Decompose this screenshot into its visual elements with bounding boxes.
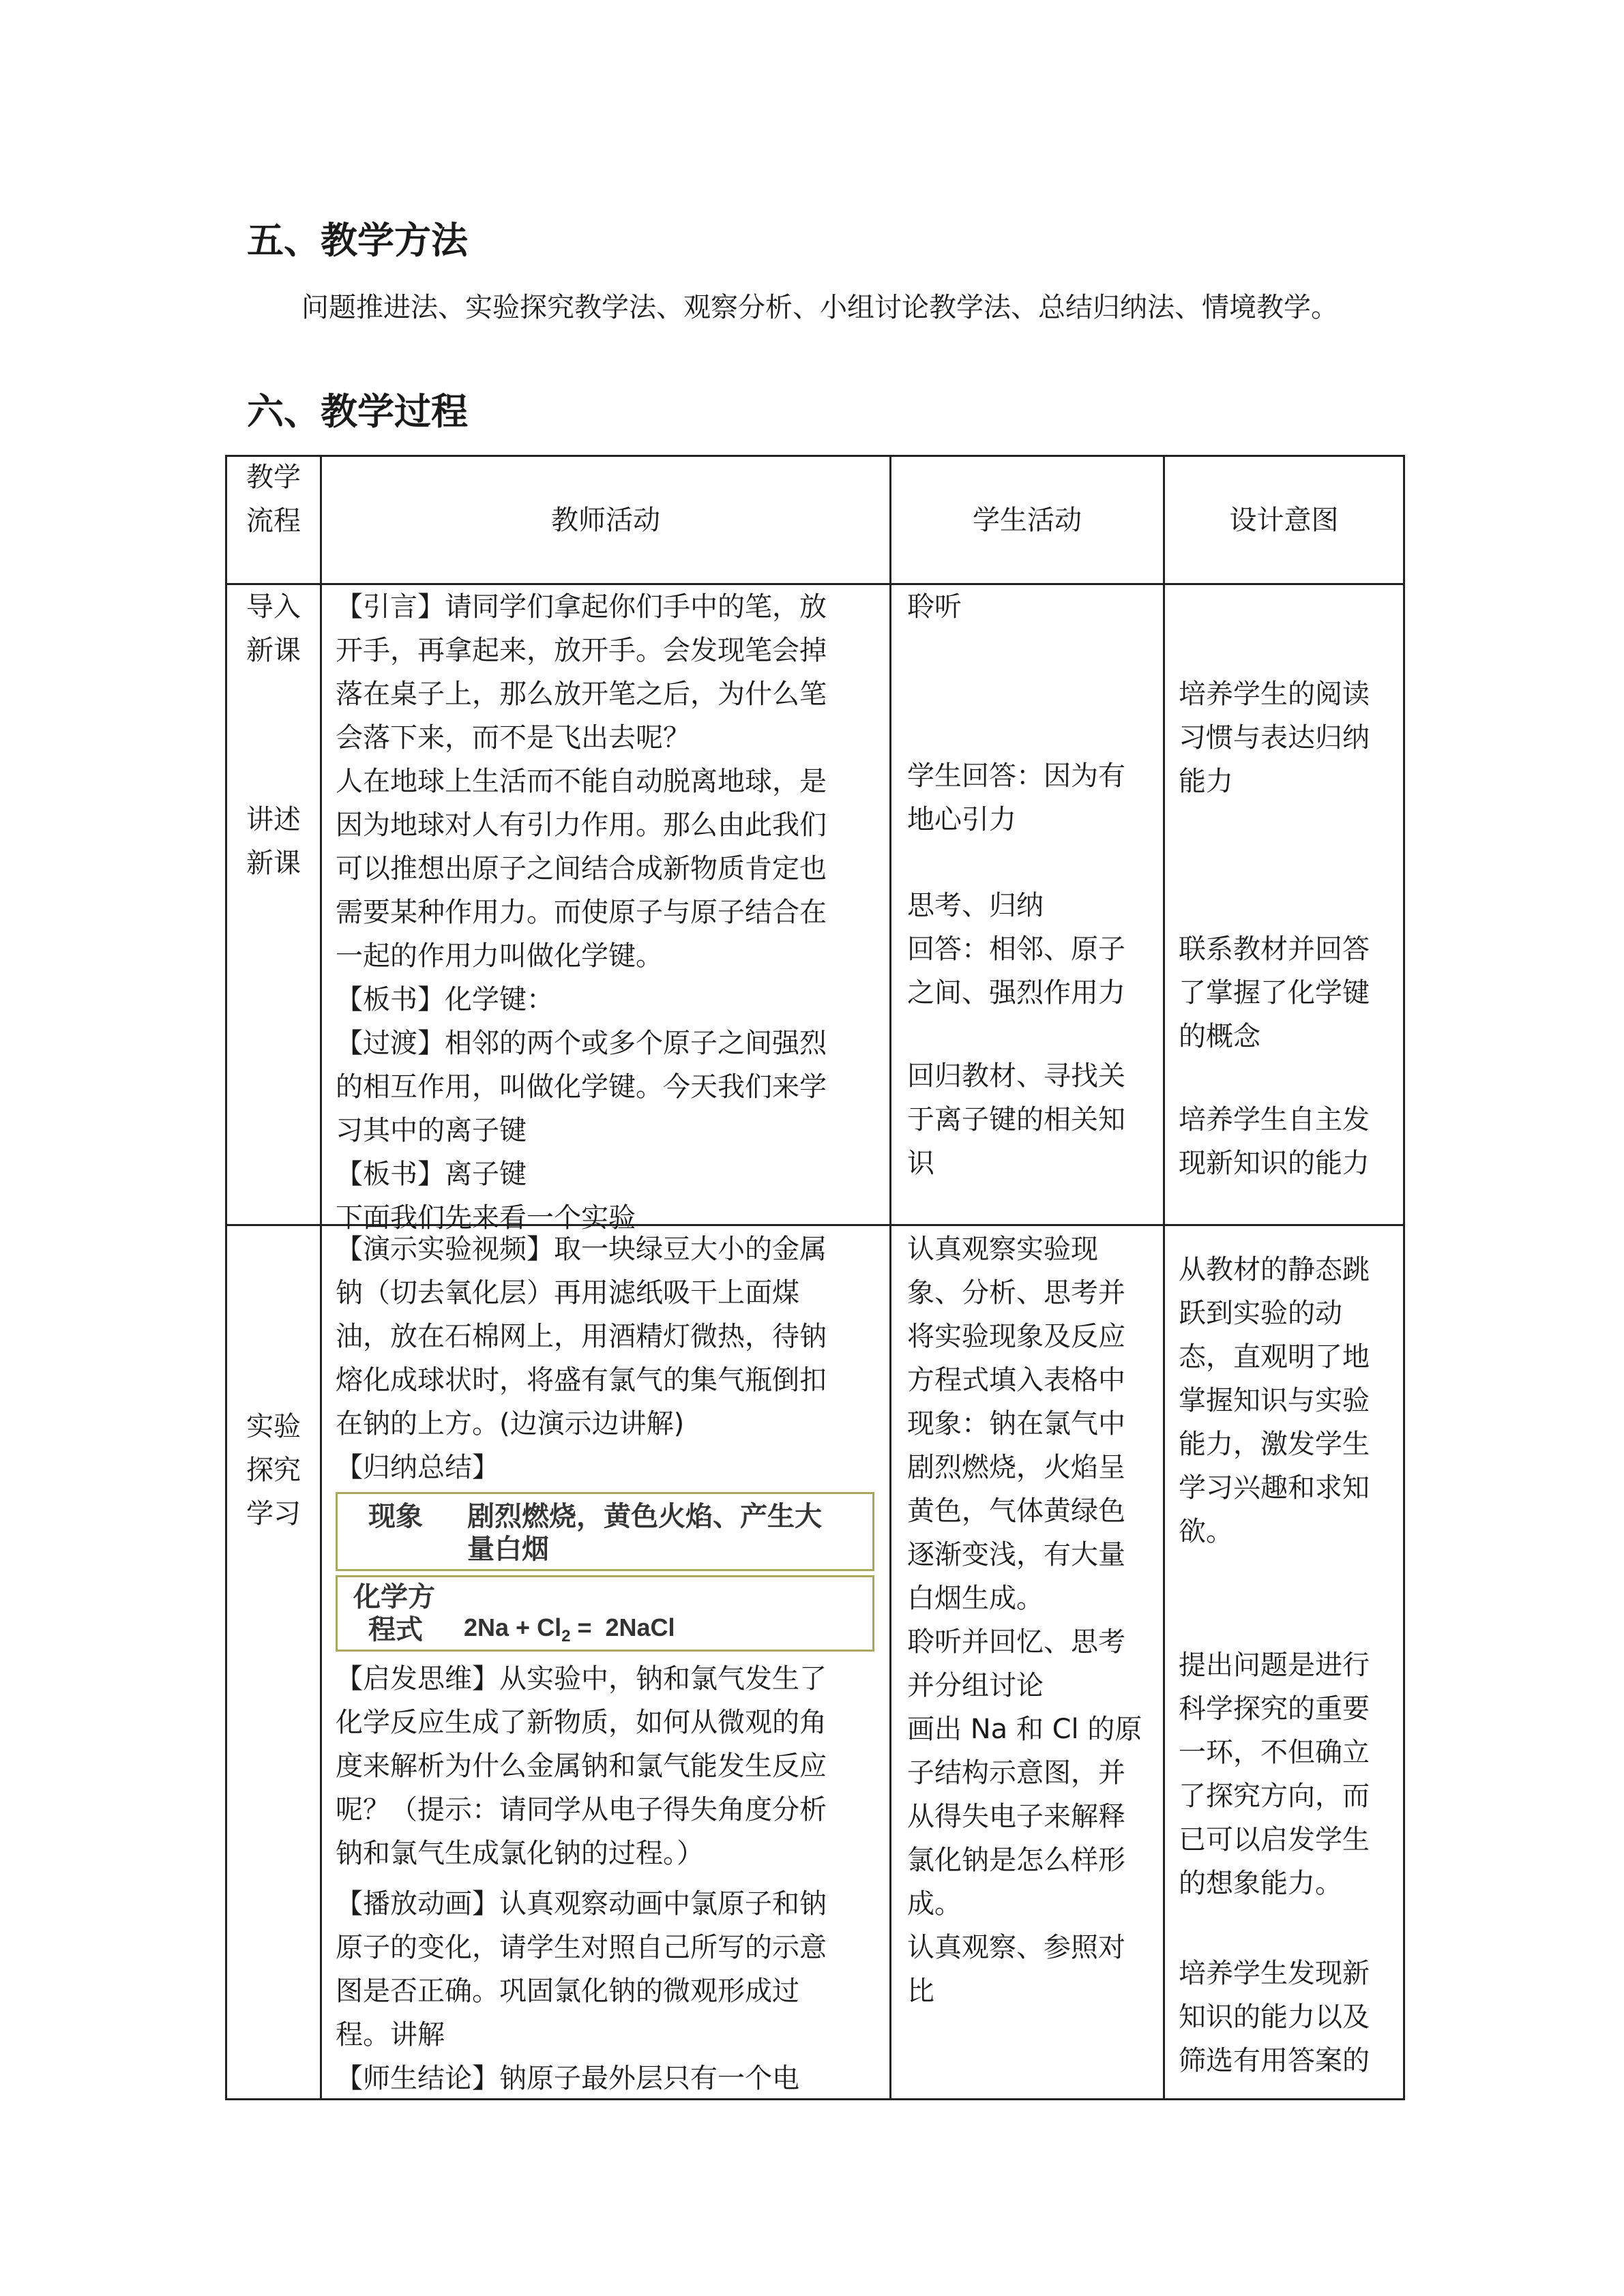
summary-equation-label: 化学方 程式	[353, 1581, 435, 1645]
row2-teacher-animation: 【播放动画】认真观察动画中氯原子和钠 原子的变化，请学生对照自己所写的示意 图是否正确。巩固氯化钠的微观形成过 程。讲解 【师生结论】钠原子最外层只有一个电	[336, 1888, 827, 2094]
header-intent: 设计意图	[1229, 505, 1339, 536]
table-border-left	[225, 455, 227, 2100]
row2-intent-2: 提出问题是进行 科学探究的重要 一环，不但确立 了探究方向，而 已可以启发学生 的想象能力。	[1179, 1650, 1370, 1899]
row1-flow-lecture: 讲述 新课	[246, 804, 301, 879]
row1-intent-2: 联系教材并回答 了掌握了化学键 的概念	[1179, 934, 1370, 1052]
summary-phenomenon-value: 剧烈燃烧，黄色火焰、产生大 量白烟	[467, 1501, 822, 1565]
table-border-top	[225, 455, 1405, 457]
section-6-title: 六、教学过程	[247, 390, 468, 433]
row1-flow-intro: 导入 新课	[246, 591, 301, 666]
row2-flow: 实验 探究 学习	[246, 1411, 301, 1530]
row1-student-listen: 聆听	[907, 591, 962, 623]
header-flow: 教学 流程	[246, 462, 301, 537]
row1-student-answer2: 思考、归纳 回答：相邻、原子 之间、强烈作用力	[907, 890, 1125, 1009]
row2-student-activity: 认真观察实验现 象、分析、思考并 将实验现象及反应 方程式填入表格中 现象：钠在氯气中 剧烈燃烧，火焰呈 黄色，气体黄绿色 逐渐变浅，有大量 白烟生成。 聆听并回忆、思考 并分组讨论 画出 Na 和 Cl 的原 子结构示意图，并 从得失电子来解释 氯化钠是怎么样形 成。	[907, 1234, 1142, 1920]
section-5-body: 问题推进法、实验探究教学法、观察分析、小组讨论教学法、总结归纳法、情境教学。	[301, 292, 1338, 323]
row1-teacher-activity: 【引言】请同学们拿起你们手中的笔，放 开手，再拿起来，放开手。会发现笔会掉 落在桌子上，那么放开笔之后，为什么笔 会落下来，而不是飞出去呢？ 人在地球上生活而不能自动脱离地球，是 因为地球对人有引力作用。那么由此我们 可以推想出原子之间结合成新物质肯定也 需要某种作用力。而使原子与原子结合在 一起的作用力叫做化学键。 【板书】化学键： 【过渡】相邻的两个或多个原子之间强烈 的相互作用，叫做化学键。今天我们来学 习其中的离子键 【板书】离子键 下面我们先来看一个实验	[336, 591, 827, 1234]
section-5-title: 五、教学方法	[247, 219, 468, 262]
header-teacher: 教师活动	[551, 505, 660, 536]
row1-student-answer3: 回归教材、寻找关 于离子键的相关知 识	[907, 1060, 1125, 1179]
summary-phenomenon-label: 现象	[368, 1501, 423, 1532]
row1-intent-3: 培养学生自主发 现新知识的能力	[1179, 1104, 1370, 1179]
header-student: 学生活动	[973, 505, 1082, 536]
row1-intent-1: 培养学生的阅读 习惯与表达归纳 能力	[1179, 679, 1370, 797]
row2-student-observe: 认真观察、参照对 比	[907, 1932, 1125, 2007]
table-col-divider-3	[1163, 455, 1165, 2100]
row2-intent-3: 培养学生发现新 知识的能力以及 筛选有用答案的	[1179, 1958, 1370, 2076]
table-col-divider-2	[889, 455, 891, 2100]
table-col-divider-1	[320, 455, 322, 2100]
row1-student-answer1: 学生回答：因为有 地心引力	[907, 760, 1125, 835]
chemical-equation: $2Na + Cl_2$ = 2NaCl	[464, 1613, 675, 1646]
row2-intent-1: 从教材的静态跳 跃到实验的动 态，直观明了地 掌握知识与实验 能力，激发学生 学习兴趣和求知 欲。	[1179, 1254, 1370, 1547]
table-border-right	[1403, 455, 1405, 2100]
row2-teacher-experiment: 【演示实验视频】取一块绿豆大小的金属 钠（切去氧化层）再用滤纸吸干上面煤 油，放在石棉网上，用酒精灯微热，待钠 熔化成球状时，将盛有氯气的集气瓶倒扣 在钠的上方。(边演示边讲解) 【归纳总结】	[336, 1234, 827, 1483]
row2-teacher-inspire: 【启发思维】从实验中，钠和氯气发生了 化学反应生成了新物质，如何从微观的角 度来解析为什么金属钠和氯气能发生反应 呢？（提示：请同学从电子得失角度分析 钠和氯气生成氯化钠的过程。）	[336, 1663, 827, 1869]
